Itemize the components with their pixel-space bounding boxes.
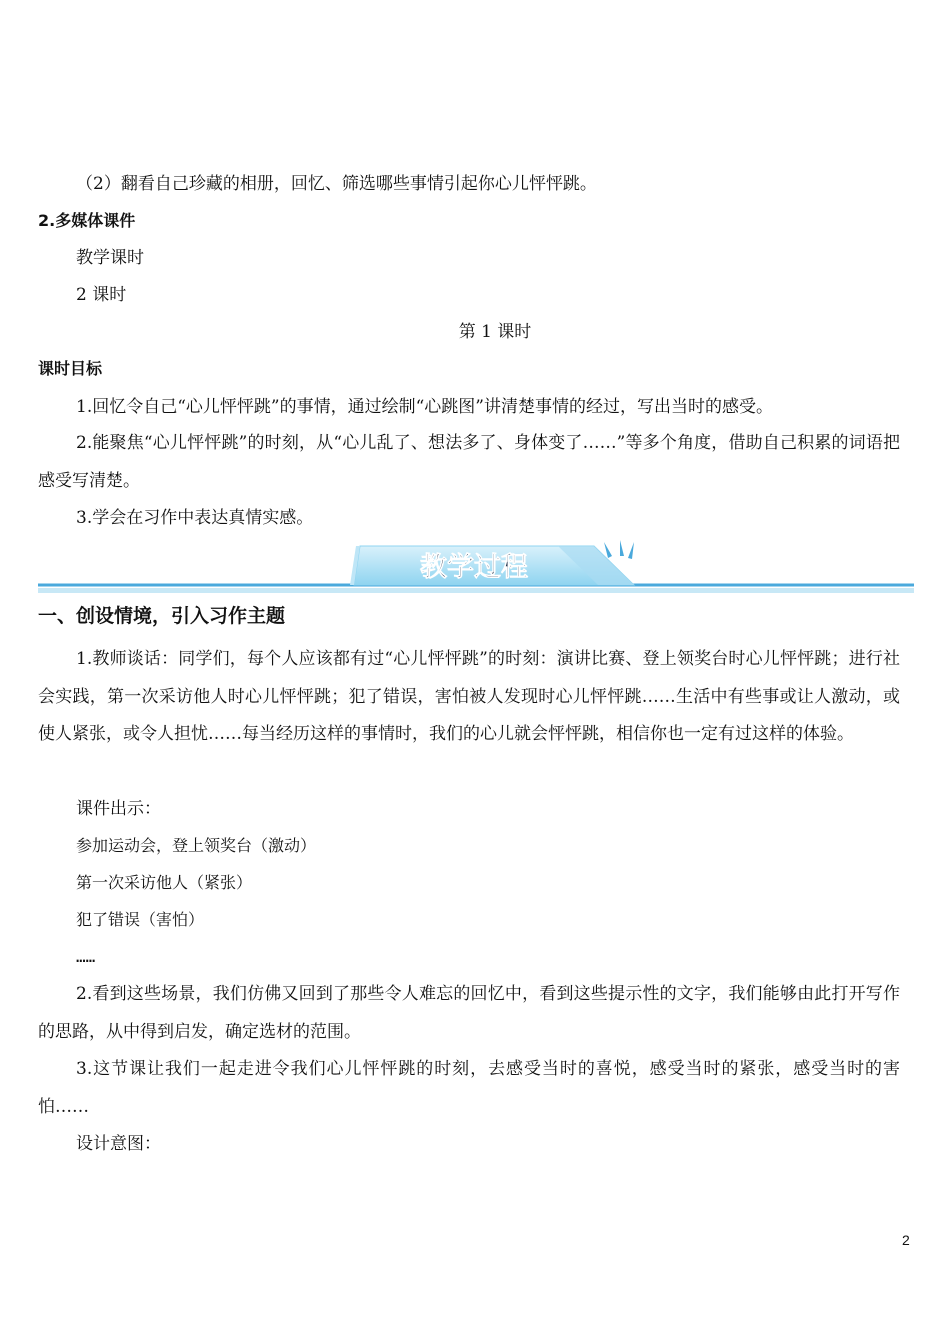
courseware-item: 参加运动会，登上领奖台（激动） (76, 836, 317, 855)
prep-item-2: （2）翻看自己珍藏的相册，回忆、筛选哪些事情引起你心儿怦怦跳。 (76, 174, 597, 194)
teaching-process-banner (38, 540, 914, 596)
goal-2: 2.能聚焦“心儿怦怦跳”的时刻，从“心儿乱了、想法多了、身体变了……”等多个角度，借助自己积累的词语把感受写清楚。 (38, 433, 900, 491)
sparkle-icon (604, 542, 612, 558)
section-1-heading: 一、创设情境，引入习作主题 (38, 605, 286, 627)
banner-title: 教学过程 (420, 552, 528, 583)
page-number: 2 (902, 1232, 910, 1248)
multimedia-heading: 2.多媒体课件 (38, 211, 136, 230)
design-intent-label: 设计意图： (76, 1134, 161, 1154)
section-1-paragraph-3: 3.这节课让我们一起走进令我们心儿怦怦跳的时刻，去感受当时的喜悦，感受当时的紧张，感受当时的害怕…… (38, 1059, 900, 1117)
goal-1: 1.回忆令自己“心儿怦怦跳”的事情，通过绘制“心跳图”讲清楚事情的经过，写出当时的感受。 (76, 397, 773, 417)
courseware-item: 第一次采访他人（紧张） (76, 873, 253, 892)
section-1-paragraph-1: 1.教师谈话：同学们，每个人应该都有过“心儿怦怦跳”的时刻：演讲比赛、登上领奖台时心儿怦怦跳；进行社会实践，第一次采访他人时心儿怦怦跳；犯了错误，害怕被人发现时心儿怦怦跳……生活中有些事或让人激动，或使人紧张，或令人担忧……每当经历这样的事情时，我们的心儿就会怦怦跳，相信你也一定有过这样的体验。 (38, 649, 900, 744)
courseware-item: …… (76, 947, 96, 966)
courseware-item: 犯了错误（害怕） (76, 910, 205, 929)
teaching-hours-value: 2 课时 (76, 285, 127, 305)
lesson-title: 第 1 课时 (458, 322, 532, 342)
teaching-hours-label: 教学课时 (76, 248, 144, 268)
goal-3: 3.学会在习作中表达真情实感。 (76, 508, 314, 528)
courseware-label: 课件出示： (76, 799, 161, 819)
section-1-paragraph-2: 2.看到这些场景，我们仿佛又回到了那些令人难忘的回忆中，看到这些提示性的文字，我们能够由此打开写作的思路，从中得到启发，确定选材的范围。 (38, 984, 900, 1042)
goals-heading: 课时目标 (38, 359, 103, 378)
